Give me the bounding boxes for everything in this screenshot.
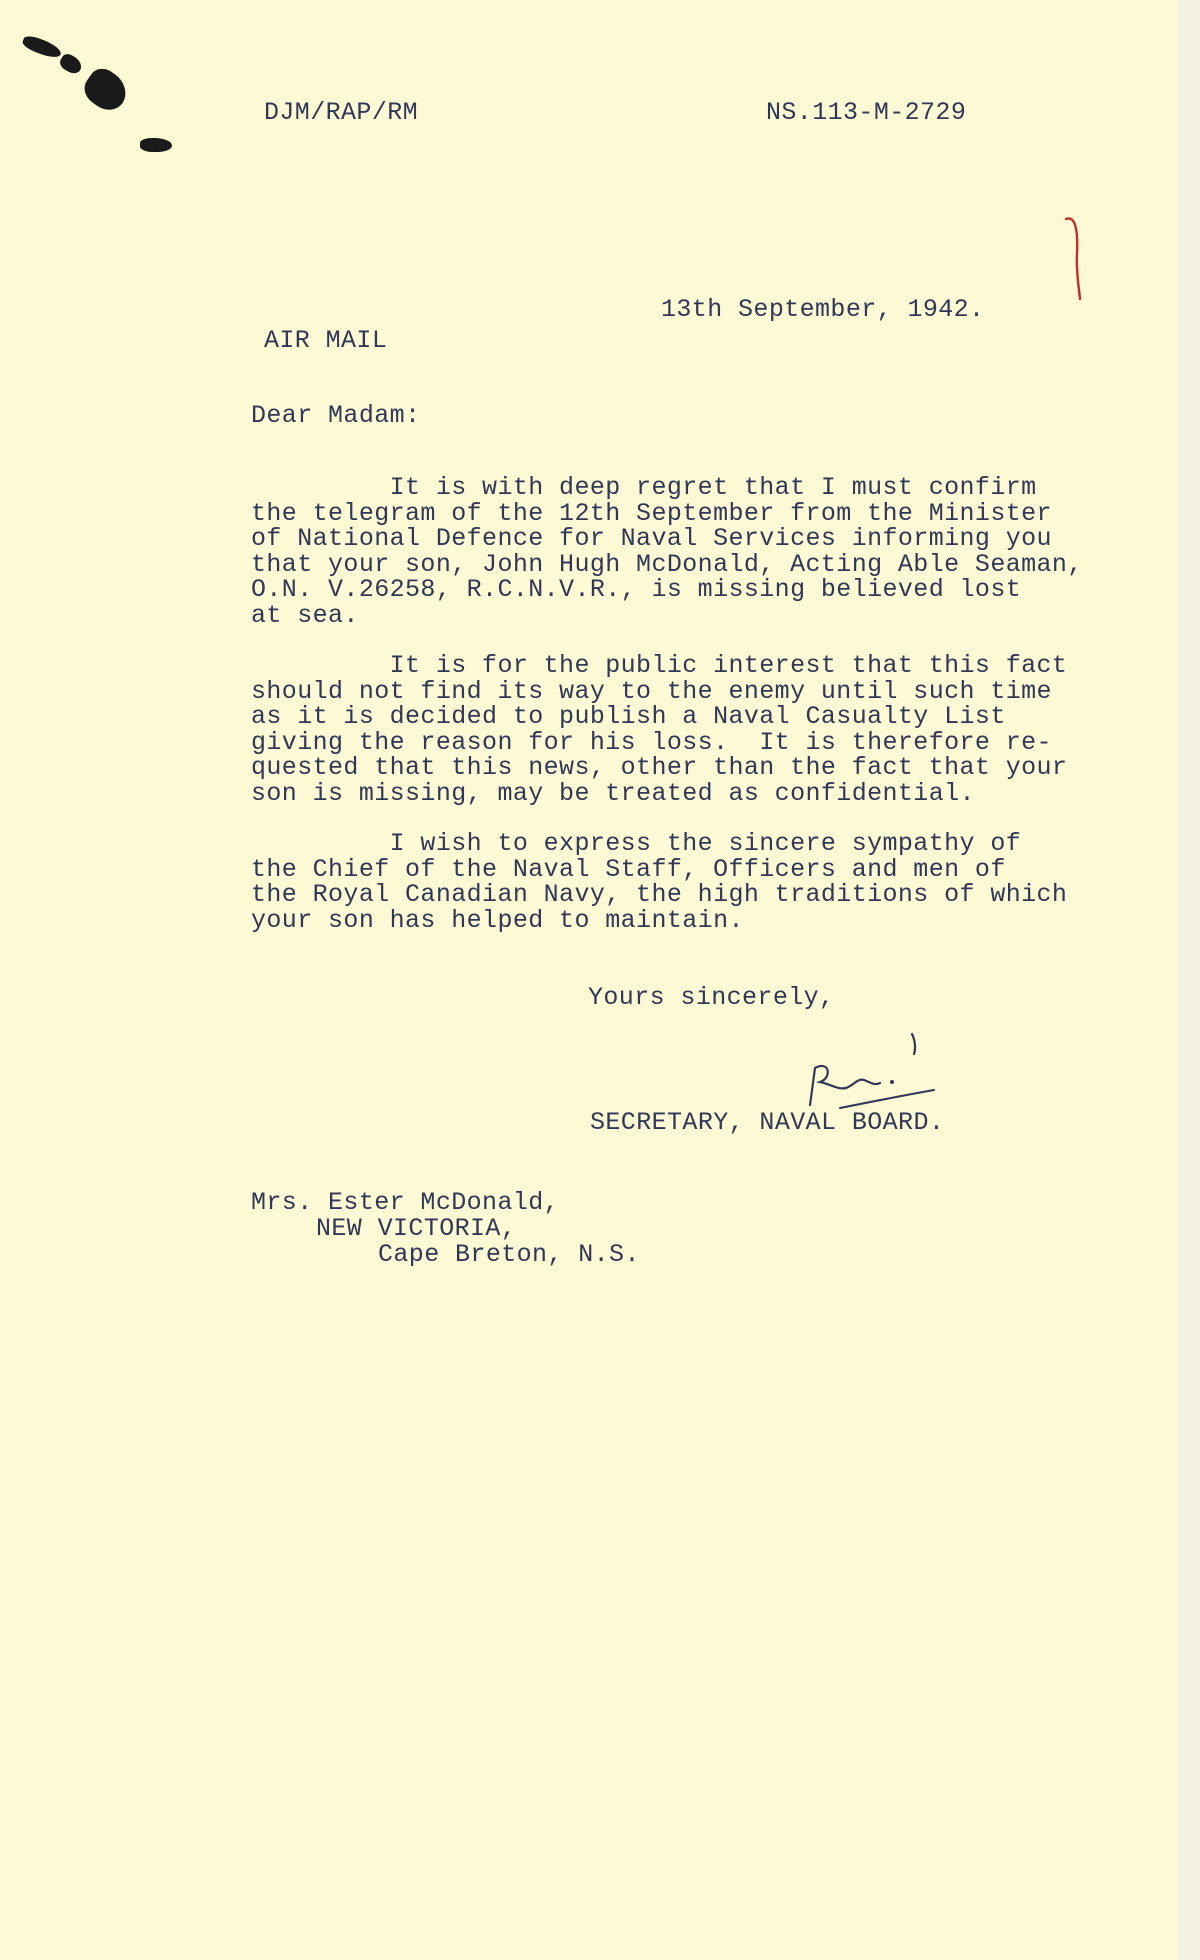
signature <box>800 1030 940 1120</box>
paragraph-line: It is for the public interest that this fact <box>251 651 1068 680</box>
paragraph-line: should not find its way to the enemy until such time <box>251 676 1052 706</box>
paragraph-line: your son has helped to maintain. <box>251 905 744 935</box>
address-line-2: NEW VICTORIA, <box>316 1214 517 1243</box>
paragraph-line: at sea. <box>251 600 359 630</box>
paragraph-line: I wish to express the sincere sympathy of <box>251 829 1022 858</box>
reference-right: NS.113-M-2729 <box>766 98 967 127</box>
paragraph-line: the Royal Canadian Navy, the high traditions of which <box>251 880 1068 909</box>
paragraph-2 <box>251 653 1091 806</box>
paragraph-line: the Chief of the Naval Staff, Officers and men of <box>251 854 1006 884</box>
address-line-3: Cape Breton, N.S. <box>378 1240 640 1269</box>
signatory-title: SECRETARY, NAVAL BOARD. <box>590 1108 945 1137</box>
closing: Yours sincerely, <box>588 983 835 1012</box>
paragraph-line: son is missing, may be treated as confidential. <box>251 778 975 808</box>
paragraph-line: giving the reason for his loss. It is therefore re- <box>251 727 1052 757</box>
address-line-1: Mrs. Ester McDonald, <box>251 1188 560 1217</box>
paragraph-3 <box>251 831 1091 933</box>
paragraph-line: O.N. V.26258, R.C.N.V.R., is missing believed lost <box>251 575 1022 604</box>
paragraph-line: of National Defence for Naval Services informing you <box>251 524 1052 553</box>
paragraph-line: It is with deep regret that I must confirm <box>251 473 1037 502</box>
letter-date: 13th September, 1942. <box>661 295 985 324</box>
paragraph-line: the telegram of the 12th September from the Minister <box>251 498 1052 528</box>
paragraph-line: quested that this news, other than the fact that your <box>251 753 1068 782</box>
paragraph-line: as it is decided to publish a Naval Casualty List <box>251 702 1006 731</box>
delivery-method: AIR MAIL <box>264 326 388 355</box>
paragraph-1 <box>251 475 1091 628</box>
red-pencil-mark <box>1062 213 1086 303</box>
paragraph-line: that your son, John Hugh McDonald, Acting Able Seaman, <box>251 549 1083 579</box>
reference-left: DJM/RAP/RM <box>264 98 419 127</box>
salutation: Dear Madam: <box>251 401 421 430</box>
page-edge <box>1178 0 1200 1960</box>
